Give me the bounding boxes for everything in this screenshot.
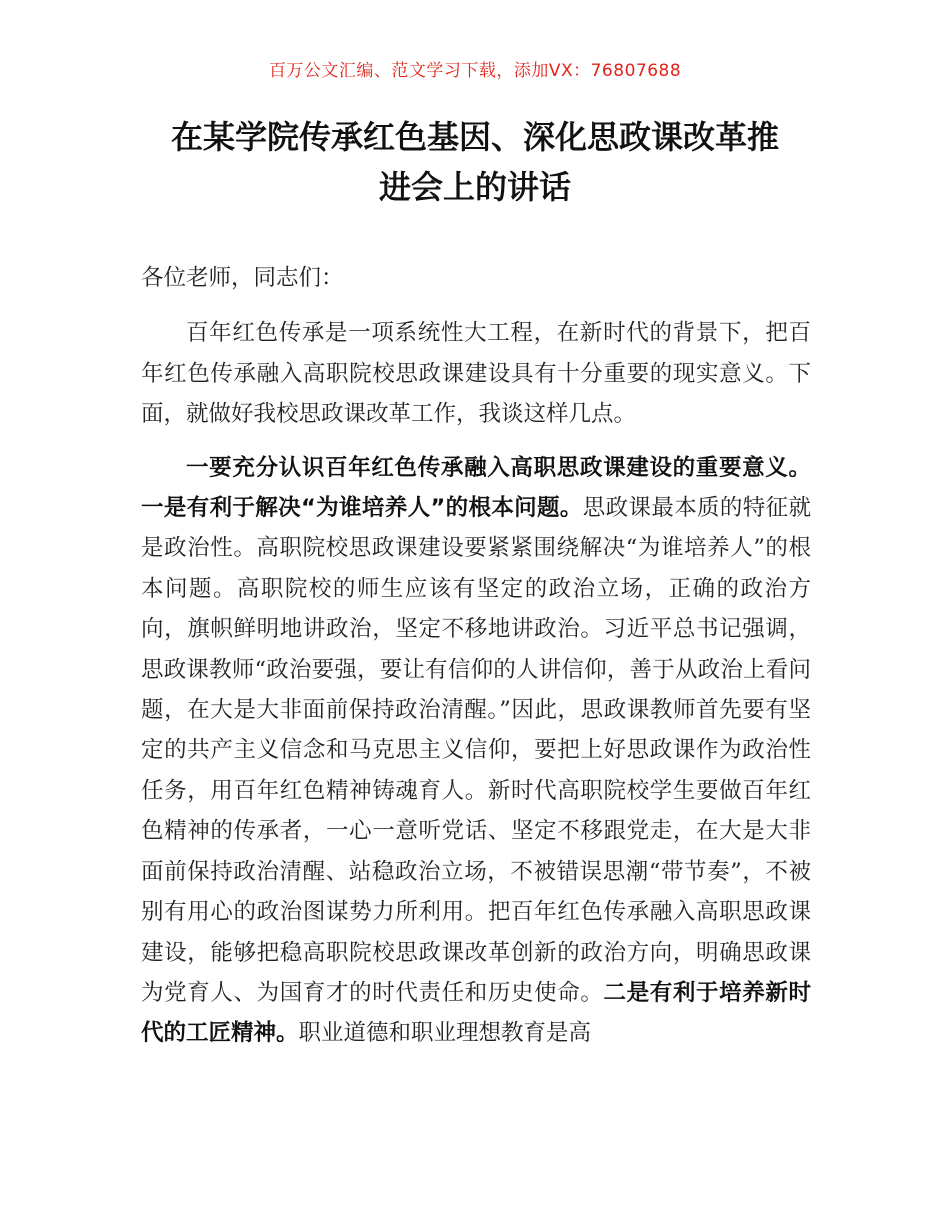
title-line-2: 进会上的讲话 <box>378 168 571 206</box>
page-title <box>140 112 810 212</box>
header-banner-text: 百万公文汇编、范文学习下载，添加VX：76807688 <box>268 61 682 81</box>
paragraph-intro: 百年红色传承是一项系统性大工程，在新时代的背景下，把百年红色传承融入高职院校思政课建设具有十分重要的现实意义。下面，就做好我校思政课改革工作，我谈这样几点。 <box>141 320 811 428</box>
paragraph-section-one <box>141 448 811 1054</box>
section-one-heading: 一要充分认识百年红色传承融入高职思政课建设的重要意义。 <box>186 454 811 481</box>
header-banner <box>0 56 950 81</box>
point-two-text: 职业道德和职业理想教育是高 <box>298 1020 592 1047</box>
title-line-1: 在某学院传承红色基因、深化思政课改革推 <box>170 118 779 156</box>
point-one-text: 思政课最本质的特征就是政治性。高职院校思政课建设要紧紧围绕解决“为谁培养人”的根本问题。高职院校的师生应该有坚定的政治立场，正确的政治方向，旗帜鲜明地讲政治，坚定不移地讲政治。习近平总书记强调，思政课教师“政治要强，要让有信仰的人讲信仰，善于从政治上看问题，在大是大非面前保持政治清醒。”因此，思政课教师首先要有坚定的共产主义信念和马克思主义信仰，要把上好思政课作为政治性任务，用百年红色精神铸魂育人。新时代高职院校学生要做百年红色精神的传承者，一心一意听党话、坚定不移跟党走，在大是大非面前保持政治清醒、站稳政治立场，不被错误思潮“带节奏”，不被别有用心的政治图谋势力所利用。把百年红色传承融入高职思政课建设，能够把稳高职院校思政课改革创新的政治方向，明确思政课为党育人、为国育才的时代责任和历史使命。 <box>141 495 811 1006</box>
salutation: 各位老师，同志们： <box>141 265 344 291</box>
point-two-heading: 二是有利于培养新时代的工匠精神。 <box>141 979 811 1047</box>
document-body <box>141 258 811 1054</box>
point-one-heading: 一是有利于解决“为谁培养人”的根本问题。 <box>141 495 583 522</box>
